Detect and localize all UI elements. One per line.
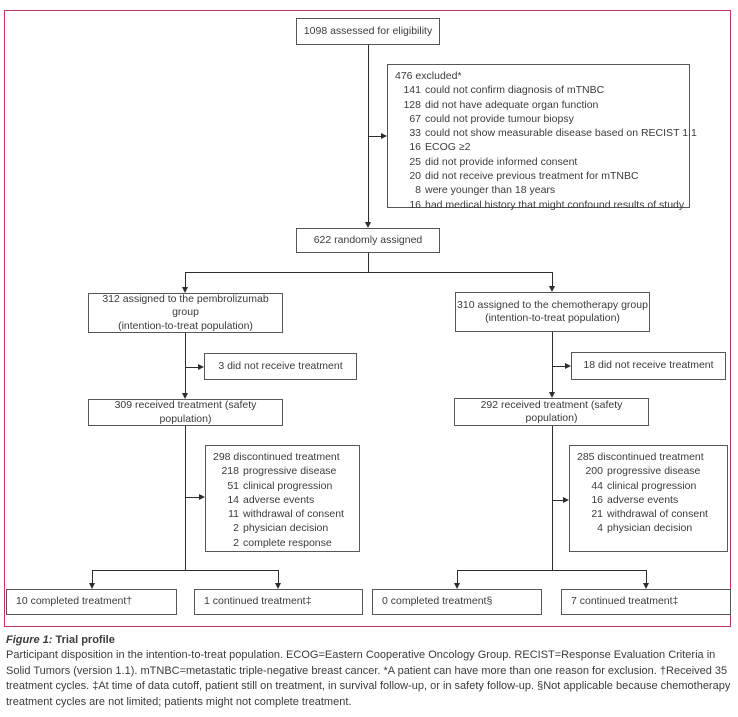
list-row-count: 20	[409, 170, 421, 183]
list-row	[213, 493, 355, 507]
flow-line	[552, 366, 566, 367]
list-row	[577, 507, 723, 521]
list-row	[213, 507, 355, 521]
flow-line	[185, 367, 199, 368]
list-row-label: withdrawal of consent	[243, 508, 344, 521]
pembro-safety-box	[88, 399, 283, 426]
figure-caption	[6, 634, 732, 710]
list-row-count: 218	[221, 465, 239, 478]
list-row-label: complete response	[243, 536, 332, 549]
pembro-discontinued-header: 298 discontinued treatment	[213, 451, 340, 463]
list-row-label: could not confirm diagnosis of mTNBC	[425, 84, 605, 97]
list-row-label: did not have adequate organ function	[425, 98, 599, 111]
pembrolizumab-group-box	[88, 293, 283, 333]
list-row	[395, 155, 685, 169]
pembro-continued-box	[194, 589, 363, 615]
chemo-discontinued-box	[569, 445, 728, 552]
pembro-safety-text: 309 received treatment (safety population)	[114, 399, 257, 425]
excluded-header: 476 excluded*	[395, 70, 462, 82]
list-row-count: 11	[228, 508, 239, 521]
flow-line	[278, 570, 279, 584]
chemo-group-line2: (intention-to-treat population)	[485, 312, 620, 324]
excluded-box	[387, 64, 697, 211]
figure-label: Figure 1:	[6, 634, 53, 646]
list-row-count: 16	[591, 493, 603, 506]
list-row	[395, 98, 685, 112]
list-row-label: were younger than 18 years	[425, 184, 556, 197]
list-row-count: 128	[403, 98, 421, 111]
flow-line	[185, 272, 553, 273]
list-row-label: had medical history that might confound results of study	[425, 198, 685, 211]
chemo-safety-text: 292 received treatment (safety population)	[480, 398, 623, 424]
list-row-label: physician decision	[243, 522, 329, 535]
list-row-label: ECOG ≥2	[425, 141, 471, 154]
flow-line	[457, 570, 458, 584]
list-row	[577, 521, 723, 535]
chemo-safety-box	[454, 398, 649, 426]
list-row-label: could not provide tumour biopsy	[425, 112, 574, 125]
list-row-label: adverse events	[607, 493, 679, 506]
flow-line	[368, 136, 382, 137]
flow-line	[185, 497, 200, 498]
flow-line	[552, 332, 553, 392]
list-row-count: 200	[585, 465, 603, 478]
list-row-label: progressive disease	[607, 465, 701, 478]
pembro-continued-text: 1 continued treatment‡	[204, 595, 312, 608]
flow-line	[185, 272, 186, 288]
list-row-count: 33	[409, 127, 421, 140]
list-row	[213, 464, 355, 478]
list-row-count: 51	[227, 479, 239, 492]
chemo-discontinued-header: 285 discontinued treatment	[577, 451, 704, 463]
list-row-count: 21	[591, 508, 603, 521]
randomized-box	[296, 228, 440, 253]
list-row-count: 141	[403, 84, 421, 97]
list-row-count: 8	[415, 184, 421, 197]
chemo-discontinued-list	[577, 464, 723, 535]
list-row-count: 25	[409, 155, 421, 168]
list-row	[213, 536, 355, 550]
chemo-no-treatment-box	[571, 352, 726, 380]
flow-line	[92, 570, 93, 584]
list-row	[395, 112, 685, 126]
list-row-count: 14	[227, 493, 239, 506]
list-row-count: 2	[233, 522, 239, 535]
list-row-label: did not provide informed consent	[425, 155, 578, 168]
caption-title	[6, 634, 732, 646]
flow-line	[368, 253, 369, 273]
list-row	[577, 493, 723, 507]
assessed-box	[296, 18, 440, 45]
caption-body: Participant disposition in the intention-to-treat population. ECOG=Eastern Cooperative Oncology Group. RECIST=Response Evaluation Criteria in Solid Tumors (version 1.1). mTNBC=metastatic triple-negative breast cancer. *A patient can have more than one reason for exclusion. †Received 35 treatment cycles. ‡At time of data cutoff, patient still on treatment, in survival follow-up, or in safety follow-up. §Not applicable because chemotherapy treatment cycles are not limited; patients might not complete treatment.	[6, 649, 731, 708]
list-row-count: 67	[409, 112, 421, 125]
list-row-label: progressive disease	[243, 465, 337, 478]
chemotherapy-group-box	[455, 292, 650, 332]
flow-line	[185, 333, 186, 393]
list-row-count: 16	[409, 141, 421, 154]
flow-line	[457, 570, 647, 571]
pembro-no-treatment-text: 3 did not receive treatment	[218, 359, 343, 372]
list-row-count: 16	[409, 198, 421, 211]
pembro-discontinued-list	[213, 464, 355, 550]
randomized-text: 622 randomly assigned	[313, 233, 423, 246]
list-row-count: 44	[591, 479, 603, 492]
list-row	[395, 198, 685, 212]
pembro-completed-box	[6, 589, 177, 615]
list-row	[395, 83, 685, 97]
list-row	[395, 126, 697, 140]
assessed-text: 1098 assessed for eligibility	[303, 24, 433, 37]
list-row	[395, 140, 685, 154]
flow-line	[552, 426, 553, 570]
chemo-continued-box	[561, 589, 731, 615]
pembro-group-line2: (intention-to-treat population)	[118, 319, 253, 332]
chemo-completed-text: 0 completed treatment§	[382, 595, 493, 608]
pembro-group-line1: 312 assigned to the pembrolizumab group	[102, 293, 269, 319]
flow-line	[92, 570, 279, 571]
pembro-completed-text: 10 completed treatment†	[16, 595, 133, 608]
list-row-label: clinical progression	[243, 479, 333, 492]
pembro-no-treatment-box	[204, 353, 357, 380]
chemo-no-treatment-text: 18 did not receive treatment	[583, 359, 714, 372]
excluded-list	[395, 83, 697, 212]
chemo-group-line1: 310 assigned to the chemotherapy group	[457, 298, 648, 311]
list-row-label: could not show measurable disease based on RECIST 1.1	[425, 127, 697, 140]
list-row-label: did not receive previous treatment for mTNBC	[425, 170, 639, 183]
list-row	[395, 169, 685, 183]
flow-line	[646, 570, 647, 584]
list-row	[577, 479, 723, 493]
list-row-label: adverse events	[243, 493, 315, 506]
pembro-discontinued-box	[205, 445, 360, 552]
figure-title: Trial profile	[55, 634, 115, 646]
list-row-label: clinical progression	[607, 479, 697, 492]
flow-line	[185, 426, 186, 570]
list-row-label: physician decision	[607, 522, 693, 535]
list-row	[577, 464, 723, 478]
list-row-label: withdrawal of consent	[607, 508, 708, 521]
chemo-completed-box	[372, 589, 542, 615]
list-row	[395, 183, 685, 197]
flow-line	[552, 272, 553, 287]
flow-line	[368, 45, 369, 223]
list-row	[213, 521, 355, 535]
list-row-count: 4	[597, 522, 603, 535]
chemo-continued-text: 7 continued treatment‡	[571, 595, 679, 608]
list-row-count: 2	[233, 536, 239, 549]
list-row	[213, 479, 355, 493]
